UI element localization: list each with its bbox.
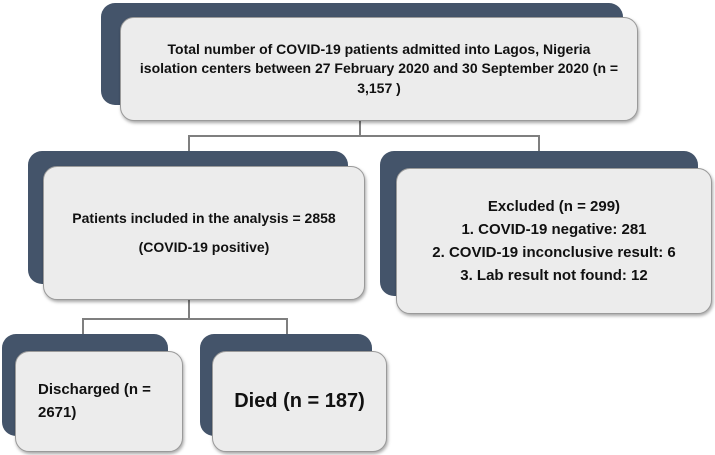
included-line-2: (COVID-19 positive) xyxy=(138,239,270,255)
excluded-list xyxy=(432,195,675,288)
top-box xyxy=(120,17,638,121)
discharged-box xyxy=(15,351,183,452)
connector-to-discharged xyxy=(82,318,84,334)
included-box xyxy=(43,166,365,300)
connector-included-stem xyxy=(188,300,190,320)
discharged-text: Discharged (n = 2671) xyxy=(38,381,151,421)
included-line-1: Patients included in the analysis = 2858 xyxy=(72,209,336,226)
connector-bottom-horizontal xyxy=(82,318,288,320)
excluded-item: 3. Lab result not found: 12 xyxy=(460,267,648,285)
connector-top-stem xyxy=(359,120,361,136)
died-text: Died (n = 187) xyxy=(234,390,365,412)
excluded-item: 2. COVID-19 inconclusive result: 6 xyxy=(432,244,676,261)
connector-top-horizontal xyxy=(188,135,540,137)
connector-to-died xyxy=(286,318,288,334)
top-box-text: Total number of COVID-19 patients admitted into Lagos, Nigeria isolation centers between 27 February 2020 and 30 September 2020 (n = 3,157 ) xyxy=(139,40,619,96)
excluded-item: 1. COVID-19 negative: 281 xyxy=(461,220,647,238)
excluded-box xyxy=(396,168,712,314)
excluded-title: Excluded (n = 299) xyxy=(487,197,621,215)
died-box xyxy=(212,351,387,452)
